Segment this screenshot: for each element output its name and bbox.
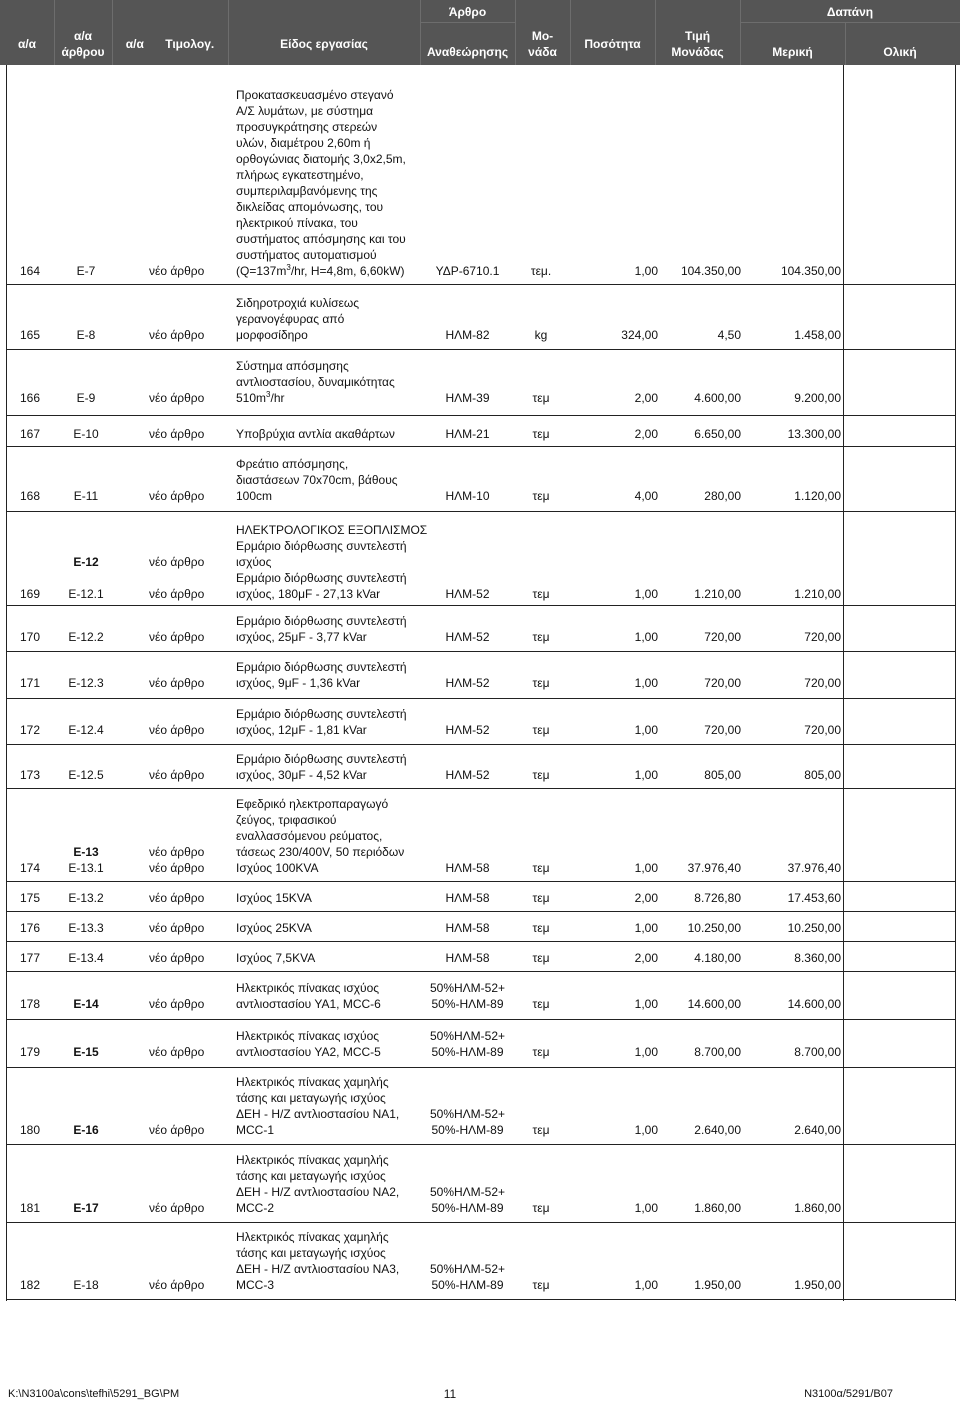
header-quantity: Ποσότητα bbox=[584, 37, 641, 51]
article-status: νέο άρθρο bbox=[149, 676, 205, 690]
row-number: 168 bbox=[20, 489, 41, 503]
unit: τεμ bbox=[532, 891, 550, 905]
article-status: νέο άρθρο bbox=[149, 1201, 205, 1215]
table-row bbox=[6, 285, 955, 350]
quantity: 1,00 bbox=[634, 723, 658, 737]
page-number: 11 bbox=[443, 1387, 457, 1401]
article-status: νέο άρθρο bbox=[149, 997, 205, 1011]
row-number: 170 bbox=[20, 630, 41, 644]
article-code: Ε-18 bbox=[73, 1278, 99, 1292]
unit-price: 2.640,00 bbox=[694, 1123, 741, 1137]
unit: τεμ bbox=[532, 1045, 550, 1059]
article-code: Ε-8 bbox=[76, 328, 96, 342]
revision-article: ΗΛΜ-52 bbox=[445, 630, 490, 644]
description-line: τάσης και μεταγωγής ισχύος bbox=[236, 1246, 386, 1260]
description-line: Ισχύος 7,5KVA bbox=[236, 951, 316, 965]
unit: τεμ bbox=[532, 676, 550, 690]
description-line: Ηλεκτρικός πίνακας χαμηλής bbox=[236, 1153, 389, 1167]
revision-article: ΗΛΜ-10 bbox=[445, 489, 490, 503]
description-line: Φρεάτιο απόσμησης, bbox=[236, 457, 349, 471]
partial-cost: 37.976,40 bbox=[787, 861, 841, 875]
row-number: 173 bbox=[20, 768, 41, 782]
header-total-cost: Ολική bbox=[883, 45, 917, 59]
table-row bbox=[6, 512, 955, 606]
description-line: δικλείδας απομόνωσης, του bbox=[236, 200, 384, 214]
description-line: ισχύος, 180μF - 27,13 kVar bbox=[236, 587, 381, 601]
quantity: 1,00 bbox=[634, 1278, 658, 1292]
table-row bbox=[6, 972, 955, 1020]
row-number: 179 bbox=[20, 1045, 41, 1059]
unit: τεμ. bbox=[530, 264, 552, 278]
description-text: /hr bbox=[270, 391, 285, 405]
article-code: Ε-9 bbox=[76, 391, 96, 405]
revision-article: ΗΛΜ-58 bbox=[445, 921, 490, 935]
table-row bbox=[6, 65, 955, 285]
row-number: 166 bbox=[20, 391, 41, 405]
article-code: Ε-10 bbox=[73, 427, 99, 441]
description-line: αντλιοστασίου ΥΑ1, MCC-6 bbox=[236, 997, 381, 1011]
unit: τεμ bbox=[532, 768, 550, 782]
unit-price: 720,00 bbox=[704, 630, 741, 644]
revision-article: 50%-ΗΛΜ-89 bbox=[431, 1045, 504, 1059]
description-line: Ηλεκτρικός πίνακας χαμηλής bbox=[236, 1075, 389, 1089]
description-line: πλήρως εγκατεστημένο, bbox=[236, 168, 364, 182]
description-line: Ηλεκτρικός πίνακας χαμηλής bbox=[236, 1230, 389, 1244]
partial-cost: 10.250,00 bbox=[787, 921, 841, 935]
group-status: νέο άρθρο bbox=[149, 555, 205, 569]
partial-cost: 8.360,00 bbox=[794, 951, 841, 965]
description-line: γερανογέφυρας από bbox=[236, 312, 345, 326]
description-line: συστήματος αυτοματισμού bbox=[236, 248, 377, 262]
quantity: 1,00 bbox=[634, 1201, 658, 1215]
article-status: νέο άρθρο bbox=[149, 1278, 205, 1292]
partial-cost: 2.640,00 bbox=[794, 1123, 841, 1137]
article-code: Ε-12.5 bbox=[68, 768, 104, 782]
description-line: συμπεριλαμβανόμενης της bbox=[236, 184, 378, 198]
description-line: συστήματος απόσμησης και του bbox=[236, 232, 406, 246]
header-article-number: άρθρου bbox=[61, 45, 105, 59]
quantity: 1,00 bbox=[634, 630, 658, 644]
article-status: νέο άρθρο bbox=[149, 768, 205, 782]
description-line: Σύστημα απόσμησης bbox=[236, 359, 349, 373]
header-revision-group: Άρθρο bbox=[448, 5, 487, 19]
description-line: Ηλεκτρικός πίνακας ισχύος bbox=[236, 981, 380, 995]
description-line: ισχύος, 30μF - 4,52 kVar bbox=[236, 768, 367, 782]
unit-price: 10.250,00 bbox=[687, 921, 741, 935]
partial-cost: 720,00 bbox=[804, 630, 841, 644]
table-row bbox=[6, 1145, 955, 1223]
row-number: 171 bbox=[20, 676, 41, 690]
article-status: νέο άρθρο bbox=[149, 264, 205, 278]
description-line: τάσεως 230/400V, 50 περιόδων bbox=[236, 845, 405, 859]
row-number: 174 bbox=[20, 861, 41, 875]
revision-article: 50%ΗΛΜ-52+ bbox=[429, 1107, 506, 1121]
description-line: τάσης και μεταγωγής ισχύος bbox=[236, 1169, 386, 1183]
partial-cost: 1.950,00 bbox=[794, 1278, 841, 1292]
header-article-number: α/α bbox=[73, 29, 93, 43]
quantity: 1,00 bbox=[634, 676, 658, 690]
table-row bbox=[6, 789, 955, 882]
revision-article: ΗΛΜ-52 bbox=[445, 768, 490, 782]
row-number: 177 bbox=[20, 951, 41, 965]
article-code: Ε-12.2 bbox=[68, 630, 104, 644]
description-line: Ερμάριο διόρθωσης συντελεστή bbox=[236, 614, 407, 628]
quantity: 1,00 bbox=[634, 768, 658, 782]
header-unit: νάδα bbox=[528, 45, 557, 59]
header-unit: Μο- bbox=[531, 29, 554, 43]
table-row bbox=[6, 606, 955, 652]
description-line: ορθογώνιας διατομής 3,0x2,5m, bbox=[236, 152, 406, 166]
quantity: 1,00 bbox=[634, 264, 658, 278]
description-line: ζεύγος, τριφασικού bbox=[236, 813, 337, 827]
superscript: 3 bbox=[286, 263, 291, 272]
description-line: ισχύος bbox=[236, 555, 272, 569]
revision-article: ΥΔΡ-6710.1 bbox=[435, 264, 500, 278]
description-text: /hr, H=4,8m, 6,60kW) bbox=[290, 264, 405, 278]
description-line: Προκατασκευασμένο στεγανό bbox=[236, 88, 394, 102]
group-code: Ε-12 bbox=[73, 555, 99, 569]
article-code: Ε-13.2 bbox=[68, 891, 104, 905]
article-status: νέο άρθρο bbox=[149, 861, 205, 875]
revision-article: ΗΛΜ-52 bbox=[445, 587, 490, 601]
unit: τεμ bbox=[532, 427, 550, 441]
revision-article: ΗΛΜ-58 bbox=[445, 891, 490, 905]
description-line: Ισχύος 25KVA bbox=[236, 921, 312, 935]
row-number: 180 bbox=[20, 1123, 41, 1137]
unit: τεμ bbox=[532, 489, 550, 503]
article-status: νέο άρθρο bbox=[149, 391, 205, 405]
description-line: ισχύος, 9μF - 1,36 kVar bbox=[236, 676, 361, 690]
group-status: νέο άρθρο bbox=[149, 845, 205, 859]
table-row bbox=[6, 1223, 955, 1300]
quantity: 2,00 bbox=[634, 891, 658, 905]
description-line: Ισχύος 100KVA bbox=[236, 861, 319, 875]
description-text: 510m bbox=[236, 391, 267, 405]
table-border-right bbox=[955, 65, 956, 1301]
description-line: Ηλεκτρικός πίνακας ισχύος bbox=[236, 1029, 380, 1043]
description-line: τάσης και μεταγωγής ισχύος bbox=[236, 1091, 386, 1105]
partial-cost: 14.600,00 bbox=[787, 997, 841, 1011]
article-status: νέο άρθρο bbox=[149, 1123, 205, 1137]
quantity: 2,00 bbox=[634, 951, 658, 965]
unit-price: 4,50 bbox=[717, 328, 741, 342]
quantity: 2,00 bbox=[634, 427, 658, 441]
partial-cost: 1.860,00 bbox=[794, 1201, 841, 1215]
description-line: MCC-2 bbox=[236, 1201, 274, 1215]
unit-price: 280,00 bbox=[704, 489, 741, 503]
unit-price: 1.210,00 bbox=[694, 587, 741, 601]
revision-article: 50%-ΗΛΜ-89 bbox=[431, 1201, 504, 1215]
unit-price: 6.650,00 bbox=[694, 427, 741, 441]
row-number: 165 bbox=[20, 328, 41, 342]
quantity: 1,00 bbox=[634, 587, 658, 601]
table-row bbox=[6, 416, 955, 447]
description-line: προσυγκράτησης στερεών bbox=[236, 120, 378, 134]
header-partial-cost: Μερική bbox=[772, 45, 813, 59]
unit: τεμ bbox=[532, 587, 550, 601]
revision-article: 50%ΗΛΜ-52+ bbox=[429, 1185, 506, 1199]
table-row bbox=[6, 447, 955, 512]
article-code: Ε-12.4 bbox=[68, 723, 104, 737]
revision-article: ΗΛΜ-39 bbox=[445, 391, 490, 405]
revision-article: ΗΛΜ-58 bbox=[445, 951, 490, 965]
unit-price: 805,00 bbox=[704, 768, 741, 782]
unit: τεμ bbox=[532, 861, 550, 875]
unit: τεμ bbox=[532, 723, 550, 737]
description-line: 100cm bbox=[236, 489, 273, 503]
article-code: Ε-13.3 bbox=[68, 921, 104, 935]
unit-price: 8.700,00 bbox=[694, 1045, 741, 1059]
unit: τεμ bbox=[532, 630, 550, 644]
unit: τεμ bbox=[532, 391, 550, 405]
revision-article: ΗΛΜ-52 bbox=[445, 676, 490, 690]
partial-cost: 1.458,00 bbox=[794, 328, 841, 342]
partial-cost: 1.210,00 bbox=[794, 587, 841, 601]
row-number: 181 bbox=[20, 1201, 41, 1215]
article-status: νέο άρθρο bbox=[149, 951, 205, 965]
header-unit-price: Τιμή bbox=[684, 29, 711, 43]
table-row bbox=[6, 350, 955, 416]
partial-cost: 1.120,00 bbox=[794, 489, 841, 503]
unit: kg bbox=[534, 328, 548, 342]
header-unit-price: Μονάδας bbox=[671, 45, 724, 59]
unit-price: 4.180,00 bbox=[694, 951, 741, 965]
article-status: νέο άρθρο bbox=[149, 630, 205, 644]
description-line: Ισχύος 15KVA bbox=[236, 891, 312, 905]
partial-cost: 805,00 bbox=[804, 768, 841, 782]
table-row bbox=[6, 745, 955, 789]
article-status: νέο άρθρο bbox=[149, 587, 205, 601]
description-line: Α/Σ λυμάτων, με σύστημα bbox=[236, 104, 374, 118]
unit: τεμ bbox=[532, 951, 550, 965]
description-line: αντλιοστασίου, δυναμικότητας bbox=[236, 375, 395, 389]
article-code: Ε-14 bbox=[73, 997, 99, 1011]
article-status: νέο άρθρο bbox=[149, 723, 205, 737]
description-line: ισχύος, 25μF - 3,77 kVar bbox=[236, 630, 367, 644]
unit: τεμ bbox=[532, 997, 550, 1011]
header-revision: Αναθεώρησης bbox=[426, 45, 509, 59]
description-text: (Q=137m bbox=[236, 264, 287, 278]
description-line: Σιδηροτροχιά κυλίσεως bbox=[236, 296, 360, 310]
article-code: Ε-12.1 bbox=[68, 587, 104, 601]
quantity: 2,00 bbox=[634, 391, 658, 405]
table-row bbox=[6, 882, 955, 912]
partial-cost: 720,00 bbox=[804, 723, 841, 737]
description-line: εναλλασσόμενου ρεύματος, bbox=[236, 829, 383, 843]
description-line: Εφεδρικό ηλεκτροπαραγωγό bbox=[236, 797, 389, 811]
footer-document-code: N3100α/5291/Β07 bbox=[804, 1388, 893, 1400]
unit-price: 720,00 bbox=[704, 676, 741, 690]
header-pricelist-number: α/α Τιμολογ. bbox=[125, 37, 215, 51]
description-line: Ερμάριο διόρθωσης συντελεστή bbox=[236, 660, 407, 674]
unit-price: 14.600,00 bbox=[687, 997, 741, 1011]
table-row bbox=[6, 1020, 955, 1068]
quantity: 324,00 bbox=[621, 328, 658, 342]
description-line: υλών, διαμέτρου 2,60m ή bbox=[236, 136, 371, 150]
row-number: 178 bbox=[20, 997, 41, 1011]
unit-price: 720,00 bbox=[704, 723, 741, 737]
unit: τεμ bbox=[532, 921, 550, 935]
row-number: 176 bbox=[20, 921, 41, 935]
quantity: 1,00 bbox=[634, 997, 658, 1011]
article-code: Ε-17 bbox=[73, 1201, 99, 1215]
header-work-type: Είδος εργασίας bbox=[280, 37, 368, 51]
revision-article: ΗΛΜ-52 bbox=[445, 723, 490, 737]
superscript: 3 bbox=[266, 390, 271, 399]
description-line: ΔΕΗ - Η/Ζ αντλιοστασίου ΝΑ1, bbox=[236, 1107, 400, 1121]
table-row bbox=[6, 699, 955, 745]
article-code: Ε-11 bbox=[73, 489, 99, 503]
unit-price: 104.350,00 bbox=[680, 264, 741, 278]
article-status: νέο άρθρο bbox=[149, 891, 205, 905]
revision-article: 50%ΗΛΜ-52+ bbox=[429, 1029, 506, 1043]
row-number: 175 bbox=[20, 891, 41, 905]
unit: τεμ bbox=[532, 1201, 550, 1215]
unit-price: 8.726,80 bbox=[694, 891, 741, 905]
article-code: Ε-7 bbox=[76, 264, 96, 278]
article-status: νέο άρθρο bbox=[149, 1045, 205, 1059]
description-line: ηλεκτρικού πίνακα, του bbox=[236, 216, 358, 230]
quantity: 1,00 bbox=[634, 1123, 658, 1137]
description-line: MCC-3 bbox=[236, 1278, 274, 1292]
partial-cost: 720,00 bbox=[804, 676, 841, 690]
article-code: Ε-12.3 bbox=[68, 676, 104, 690]
unit-price: 4.600,00 bbox=[694, 391, 741, 405]
table-row bbox=[6, 912, 955, 942]
footer-file-path: K:\N3100a\cons\tefhi\5291_BG\PM bbox=[8, 1388, 180, 1400]
table-row bbox=[6, 1068, 955, 1145]
revision-article: ΗΛΜ-82 bbox=[445, 328, 490, 342]
section-heading: ΗΛΕΚΤΡΟΛΟΓΙΚΟΣ ΕΞΟΠΛΙΣΜΟΣ bbox=[236, 523, 428, 537]
article-status: νέο άρθρο bbox=[149, 427, 205, 441]
group-code: Ε-13 bbox=[73, 845, 99, 859]
description-line: ΔΕΗ - Η/Ζ αντλιοστασίου ΝΑ2, bbox=[236, 1185, 400, 1199]
article-status: νέο άρθρο bbox=[149, 328, 205, 342]
revision-article: ΗΛΜ-21 bbox=[445, 427, 490, 441]
table-row bbox=[6, 652, 955, 699]
revision-article: 50%ΗΛΜ-52+ bbox=[429, 981, 506, 995]
description-line: Ερμάριο διόρθωσης συντελεστή bbox=[236, 707, 407, 721]
unit: τεμ bbox=[532, 1278, 550, 1292]
row-number: 167 bbox=[20, 427, 41, 441]
article-status: νέο άρθρο bbox=[149, 921, 205, 935]
revision-article: 50%ΗΛΜ-52+ bbox=[429, 1262, 506, 1276]
description-line: αντλιοστασίου ΥΑ2, MCC-5 bbox=[236, 1045, 381, 1059]
revision-article: 50%-ΗΛΜ-89 bbox=[431, 1123, 504, 1137]
unit: τεμ bbox=[532, 1123, 550, 1137]
revision-article: ΗΛΜ-58 bbox=[445, 861, 490, 875]
partial-cost: 104.350,00 bbox=[780, 264, 841, 278]
table-row bbox=[6, 942, 955, 972]
row-number: 182 bbox=[20, 1278, 41, 1292]
article-code: Ε-13.1 bbox=[68, 861, 104, 875]
description-line: MCC-1 bbox=[236, 1123, 274, 1137]
description-line: διαστάσεων 70x70cm, βάθους bbox=[236, 473, 398, 487]
row-number: 172 bbox=[20, 723, 41, 737]
revision-article: 50%-ΗΛΜ-89 bbox=[431, 1278, 504, 1292]
quantity: 4,00 bbox=[634, 489, 658, 503]
article-code: Ε-13.4 bbox=[68, 951, 104, 965]
partial-cost: 8.700,00 bbox=[794, 1045, 841, 1059]
description-line: Ερμάριο διόρθωσης συντελεστή bbox=[236, 539, 407, 553]
description-line: Ερμάριο διόρθωσης συντελεστή bbox=[236, 571, 407, 585]
header-row-number: α/α bbox=[17, 37, 37, 51]
article-status: νέο άρθρο bbox=[149, 489, 205, 503]
unit-price: 1.860,00 bbox=[694, 1201, 741, 1215]
article-code: Ε-15 bbox=[73, 1045, 99, 1059]
unit-price: 37.976,40 bbox=[687, 861, 741, 875]
unit-price: 1.950,00 bbox=[694, 1278, 741, 1292]
partial-cost: 9.200,00 bbox=[794, 391, 841, 405]
description-line: Υποβρύχια αντλία ακαθάρτων bbox=[236, 427, 395, 441]
description-line: ισχύος, 12μF - 1,81 kVar bbox=[236, 723, 367, 737]
row-number: 169 bbox=[20, 587, 41, 601]
header-cost-group: Δαπάνη bbox=[826, 5, 874, 19]
description-line: Ερμάριο διόρθωσης συντελεστή bbox=[236, 752, 407, 766]
quantity: 1,00 bbox=[634, 1045, 658, 1059]
description-line: μορφοσίδηρο bbox=[236, 328, 308, 342]
description-line: ΔΕΗ - Η/Ζ αντλιοστασίου ΝΑ3, bbox=[236, 1262, 400, 1276]
revision-article: 50%-ΗΛΜ-89 bbox=[431, 997, 504, 1011]
quantity: 1,00 bbox=[634, 861, 658, 875]
quantity: 1,00 bbox=[634, 921, 658, 935]
partial-cost: 13.300,00 bbox=[787, 427, 841, 441]
article-code: Ε-16 bbox=[73, 1123, 99, 1137]
partial-cost: 17.453,60 bbox=[787, 891, 841, 905]
row-number: 164 bbox=[20, 264, 41, 278]
